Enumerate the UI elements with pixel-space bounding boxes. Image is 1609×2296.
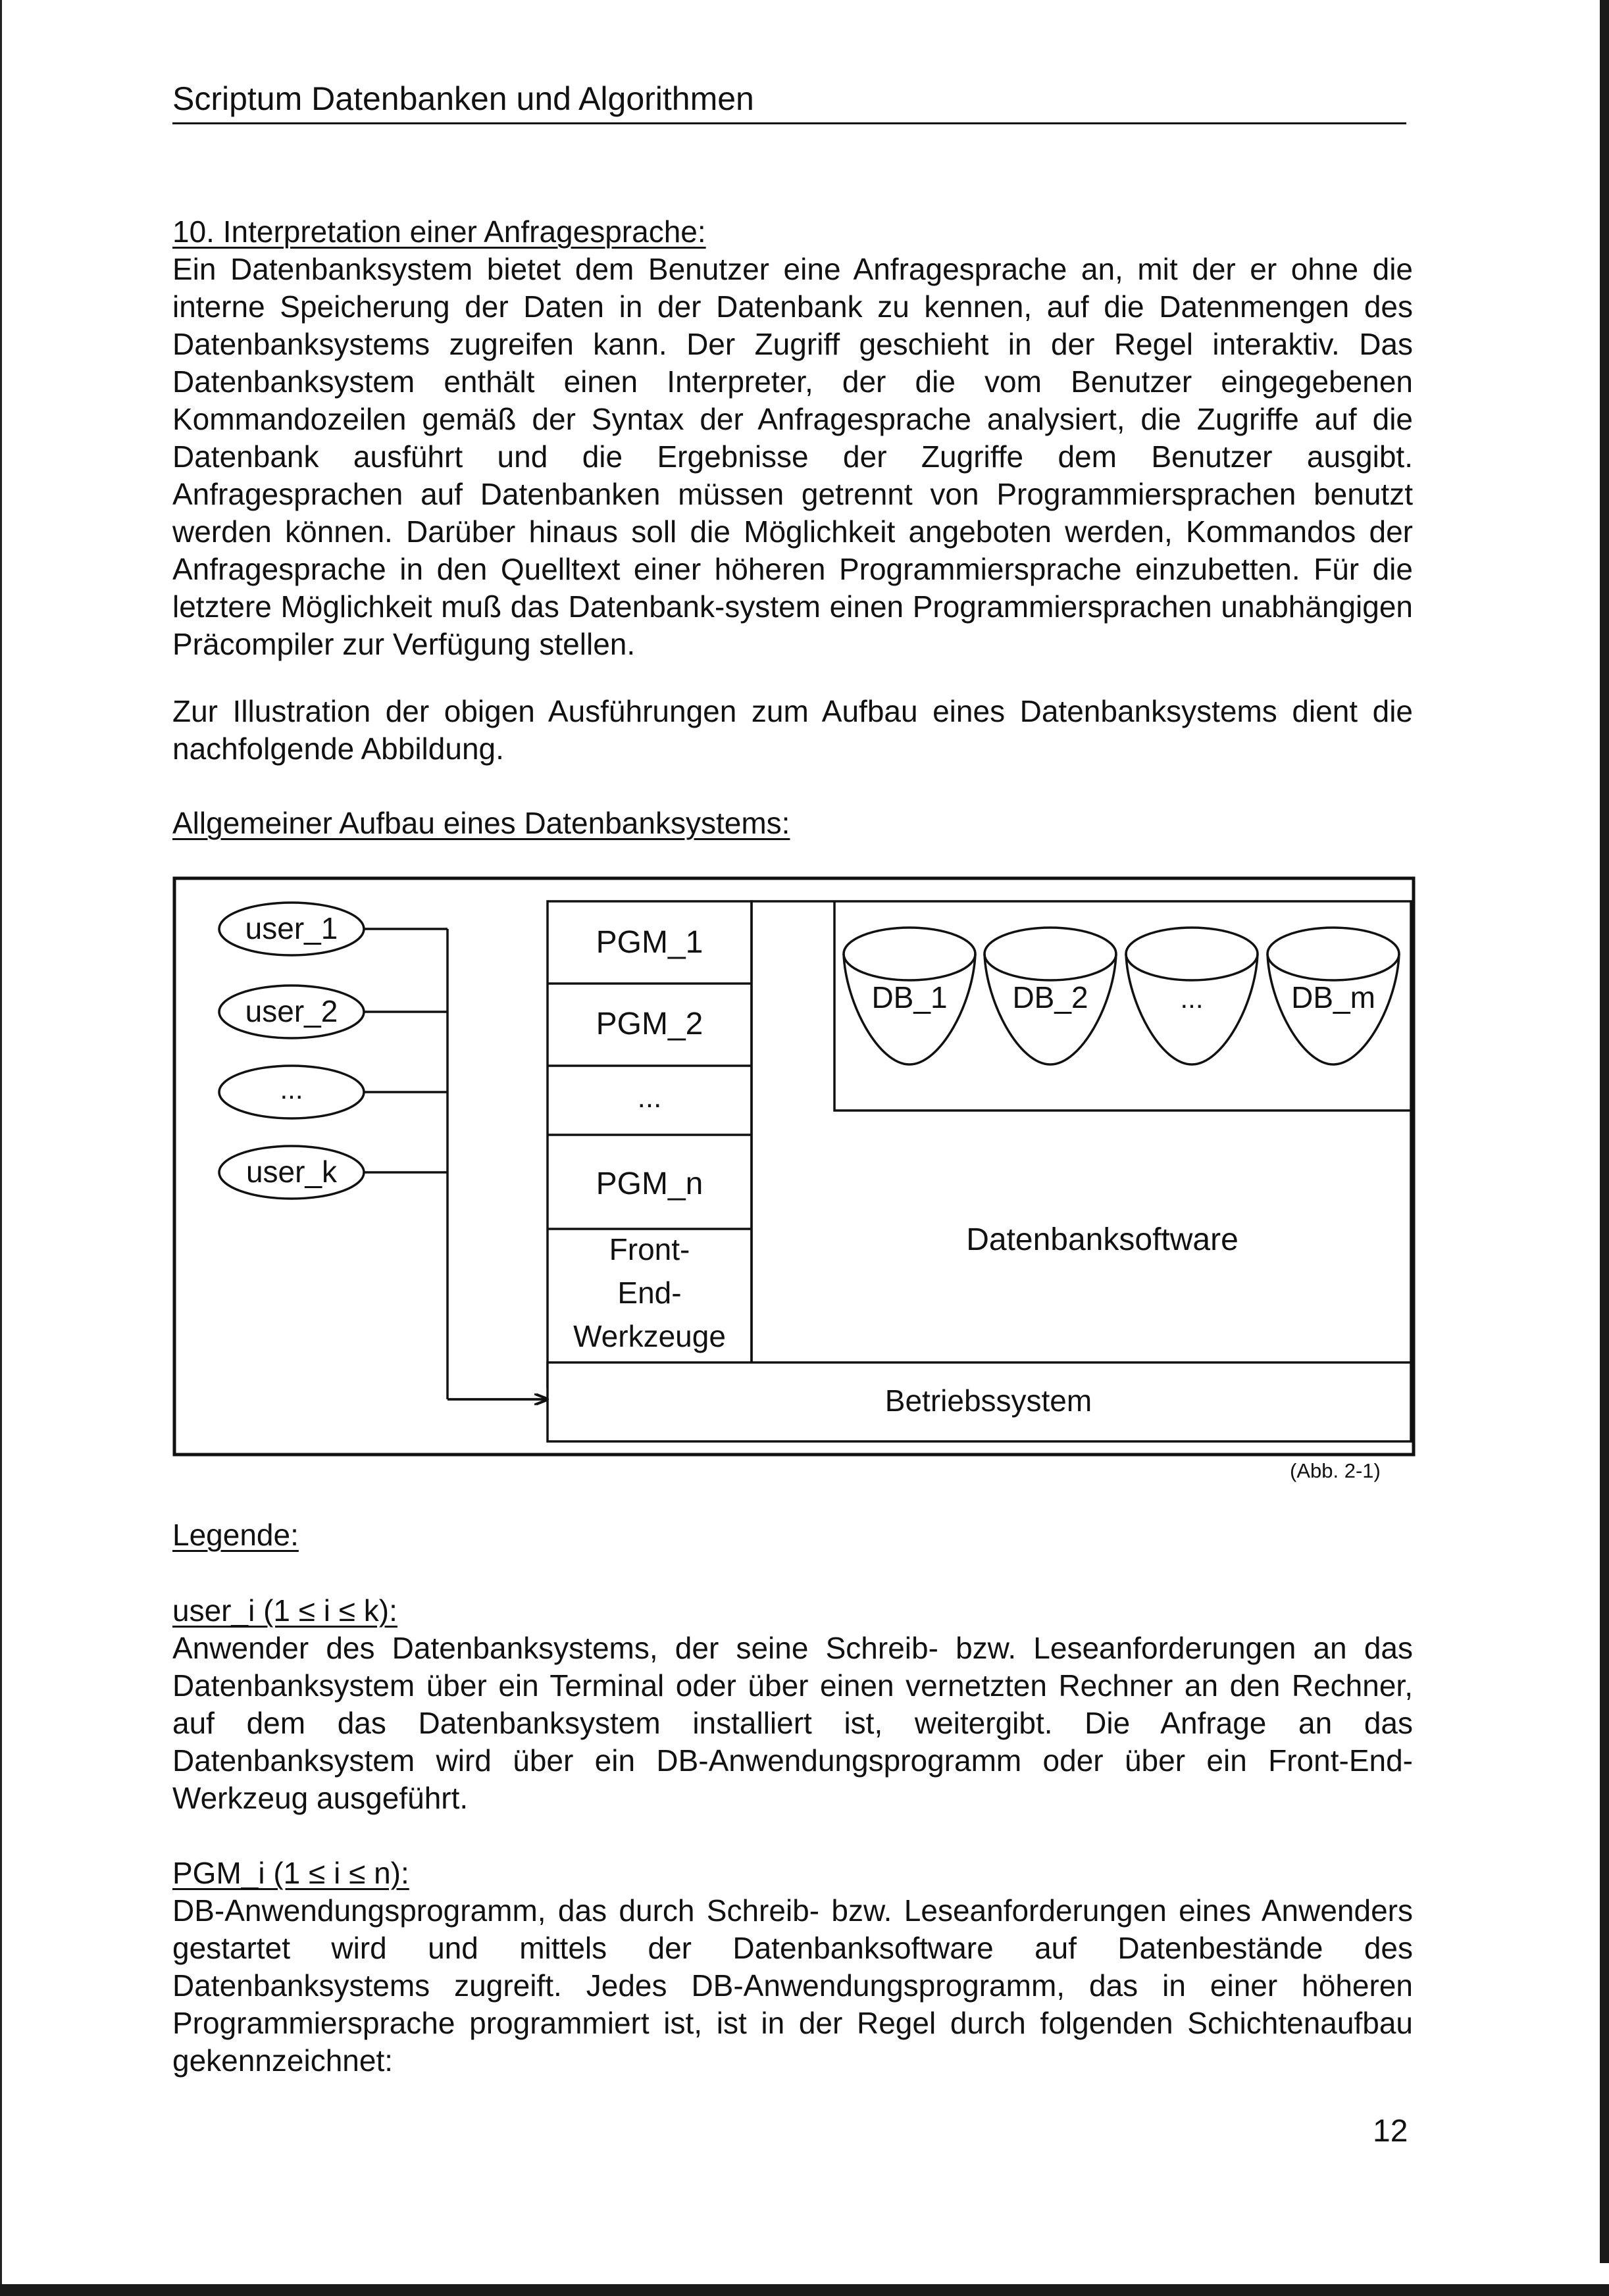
pgm-1-label: PGM_1	[596, 925, 703, 960]
legend-heading-block	[172, 1516, 1413, 1554]
frontend-label-line-2: End-	[617, 1276, 682, 1310]
os-label: Betriebssystem	[884, 1384, 1092, 1418]
running-header: Scriptum Datenbanken und Algorithmen	[172, 78, 1406, 124]
legend-heading: Legende:	[172, 1518, 299, 1552]
legend-pgm-term: PGM_i (1 ≤ i ≤ n):	[172, 1856, 409, 1890]
dbsoftware-box	[752, 901, 1411, 1387]
legend-pgm-text: DB-Anwendungsprogramm, das durch Schreib- bzw. Leseanforderungen eines Anwenders gestartet wird und mittels der Datenbanksoftware auf Datenbestände des Datenbanksystems zugreift. Jedes DB-Anwendungsprogramm, das in einer höheren Programmiersprache programmiert ist, ist in der Regel durch folgenden Schichtenaufbau gekennzeichnet:	[172, 1893, 1413, 2078]
db-2-label: DB_2	[1012, 980, 1088, 1014]
section-heading: 10. Interpretation einer Anfragesprache:	[172, 214, 706, 249]
scan-edge-right	[1600, 0, 1609, 2263]
pgm-ellipsis-label: ...	[637, 1082, 662, 1114]
user-k-label: user_k	[245, 1155, 338, 1189]
illustration-text: Zur Illustration der obigen Ausführungen zum Aufbau eines Datenbanksystems dient die nachfolgende Abbildung.	[172, 694, 1413, 766]
illustration-paragraph	[172, 693, 1413, 768]
figure-title: Allgemeiner Aufbau eines Datenbanksystems:	[172, 806, 790, 840]
user-1	[219, 903, 364, 955]
section-10	[172, 213, 1413, 663]
user-connectors	[364, 929, 549, 1399]
pgm-n-label: PGM_n	[596, 1166, 703, 1201]
section-body: Ein Datenbanksystem bietet dem Benutzer eine Anfragesprache an, mit der er ohne die interne Speicherung der Daten in der Datenbank zu kennen, auf die Datenmengen des Datenbanksystems zugreifen kann. Der Zugriff geschieht in der Regel interaktiv. Das Datenbanksystem enthält einen Interpreter, der die vom Benutzer eingegebenen Kommandozeilen gemäß der Syntax der Anfragesprache analysiert, die Zugriffe auf die Datenbank ausführt und die Ergebnisse der Zugriffe dem Benutzer ausgibt. Anfragesprachen auf Datenbanken müssen getrennt von Programmiersprachen benutzt werden können. Darüber hinaus soll die Möglichkeit angeboten werden, Kommandos der Anfragesprache in den Quelltext einer höheren Programmiersprache einzubetten. Für die letztere Möglichkeit muß das Datenbank-system einen Programmiersprachen unabhängigen Präcompiler zur Verfügung stellen.	[172, 252, 1413, 661]
frontend-label-line-1: Front-	[609, 1232, 690, 1266]
user-ellipsis-label: ...	[280, 1074, 303, 1105]
architecture-diagram	[171, 875, 1417, 1458]
legend-user-text: Anwender des Datenbanksystems, der seine Schreib- bzw. Leseanforderungen an das Datenbanksystem über ein Terminal oder über einen vernetzten Rechner an den Rechner, auf dem das Datenbanksystem installiert ist, weitergibt. Die Anfrage an das Datenbanksystem wird über ein DB-Anwendungsprogramm oder über ein Front-End-Werkzeug ausgeführt.	[172, 1631, 1413, 1815]
db-m-label: DB_m	[1291, 980, 1375, 1014]
figure-title-block	[172, 805, 1413, 842]
frontend-label-line-3: Werkzeuge	[573, 1319, 726, 1353]
page-number: 12	[1373, 2114, 1408, 2149]
legend-user-entry	[172, 1592, 1413, 1817]
pgm-2-label: PGM_2	[596, 1007, 703, 1041]
legend-user-term: user_i (1 ≤ i ≤ k):	[172, 1593, 397, 1628]
figure-caption: (Abb. 2-1)	[1290, 1459, 1381, 1482]
db-ellipsis-label: ...	[1180, 983, 1204, 1014]
user-1-label: user_1	[245, 911, 338, 945]
user-2	[219, 986, 364, 1038]
user-2-label: user_2	[245, 994, 338, 1028]
program-stack	[548, 901, 752, 1387]
scan-edge-bottom	[0, 2284, 1609, 2296]
legend-pgm-entry	[172, 1855, 1413, 2080]
scan-edge-left	[0, 0, 2, 2296]
user-ellipsis	[219, 1066, 364, 1118]
db-1-label: DB_1	[871, 980, 948, 1014]
dbsoftware-label: Datenbanksoftware	[966, 1222, 1239, 1257]
user-k	[219, 1146, 364, 1199]
